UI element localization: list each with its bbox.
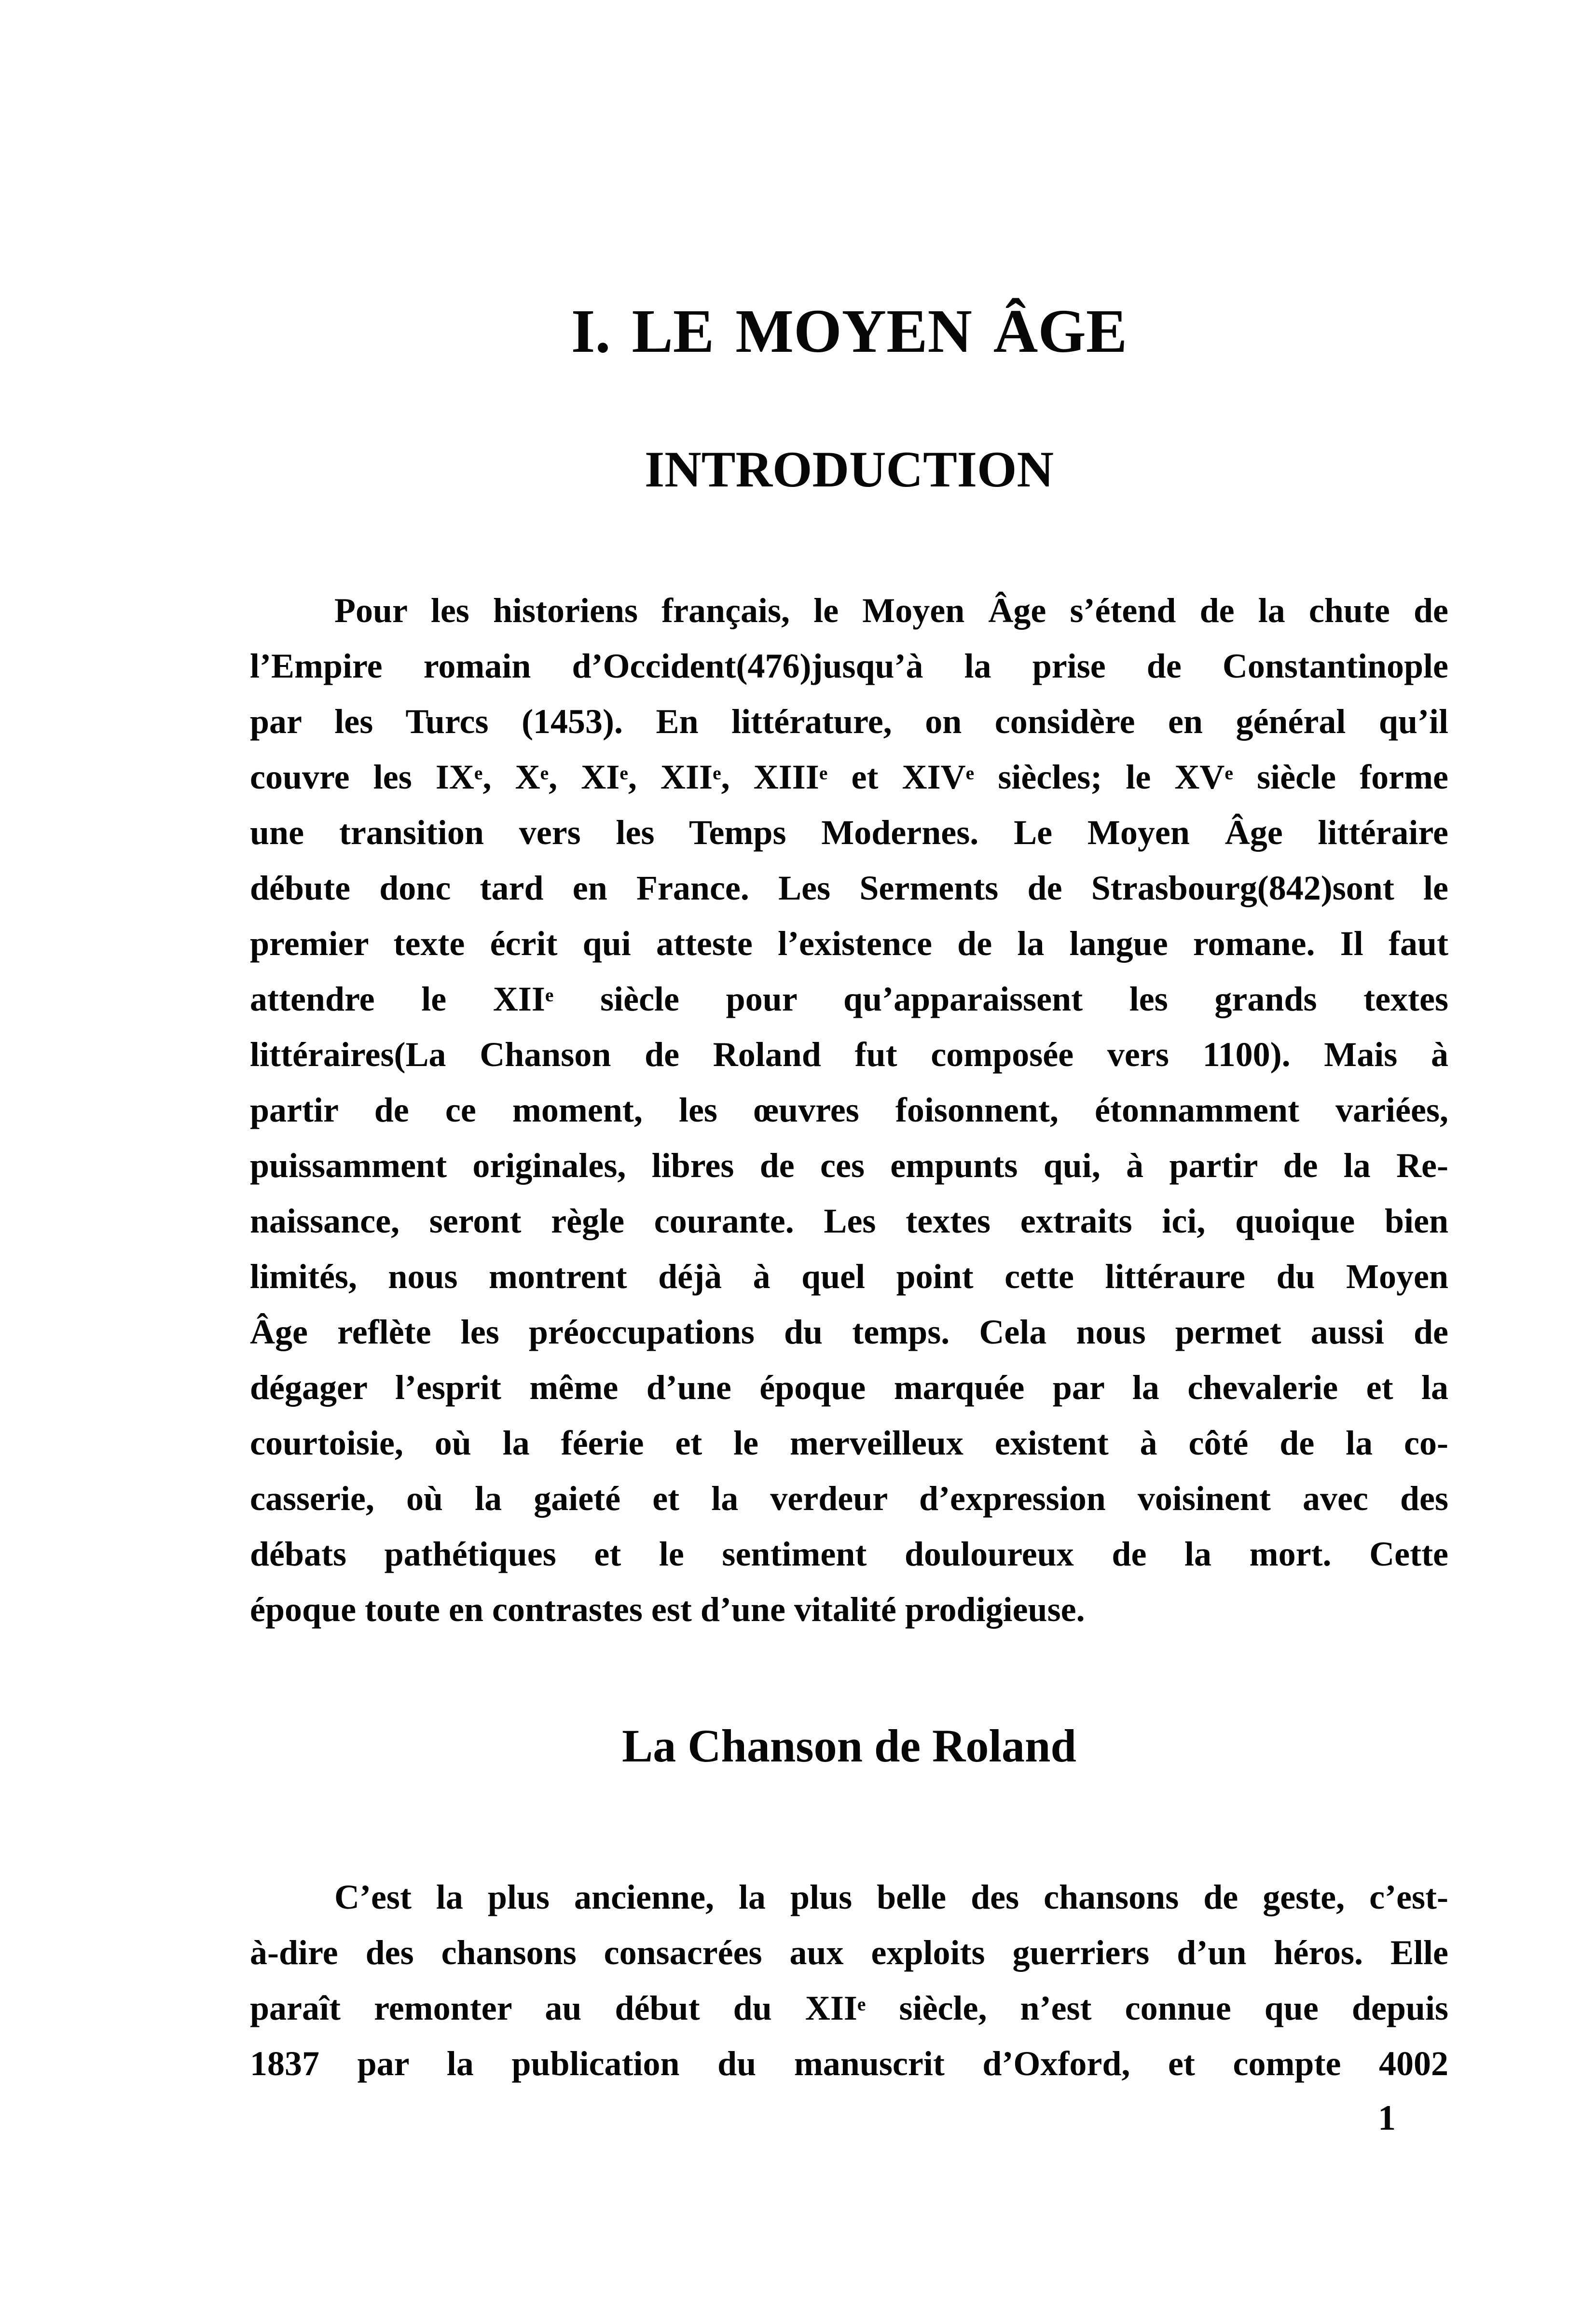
text-line: Âge reflète les préoccupations du temps. Cela nous permet aussi de (250, 1313, 1448, 1351)
section-heading: La Chanson de Roland (622, 1720, 1076, 1772)
text-line: 1837 par la publication du manuscrit d’Oxford, et compte 4002 (250, 2044, 1448, 2083)
section-subtitle: INTRODUCTION (644, 441, 1054, 498)
text-line: attendre le XIIe siècle pour qu’apparaissent les grands textes (250, 980, 1448, 1018)
text-line: dégager l’esprit même d’une époque marquée par la chevalerie et la (250, 1368, 1448, 1407)
text-line: par les Turcs (1453). En littérature, on considère en général qu’il (250, 702, 1448, 741)
text-line: Pour les historiens français, le Moyen Âge s’étend de la chute de (334, 591, 1448, 630)
page-number: 1 (1378, 2098, 1396, 2138)
text-line: paraît remonter au début du XIIe siècle, n’est connue que depuis (250, 1989, 1448, 2027)
chapter-title: I. LE MOYEN ÂGE (571, 297, 1128, 365)
text-line: débats pathétiques et le sentiment douloureux de la mort. Cette (250, 1535, 1448, 1573)
text-line: débute donc tard en France. Les Serments de Strasbourg(842)sont le (250, 869, 1448, 907)
text-line: premier texte écrit qui atteste l’existence de la langue romane. Il faut (250, 924, 1448, 963)
text-line: courtoisie, où la féerie et le merveilleux existent à côté de la co- (250, 1424, 1448, 1462)
text-line: époque toute en contrastes est d’une vitalité prodigieuse. (250, 1590, 1085, 1629)
text-line: littéraires(La Chanson de Roland fut composée vers 1100). Mais à (250, 1035, 1448, 1074)
text-line: casserie, où la gaieté et la verdeur d’expression voisinent avec des (250, 1479, 1448, 1518)
text-line: l’Empire romain d’Occident(476)jusqu’à la prise de Constantinople (250, 647, 1448, 685)
text-line: naissance, seront règle courante. Les textes extraits ici, quoique bien (250, 1202, 1448, 1240)
text-line: limités, nous montrent déjà à quel point cette littéraure du Moyen (250, 1257, 1448, 1296)
text-line: puissamment originales, libres de ces empunts qui, à partir de la Re- (250, 1146, 1448, 1185)
text-line: C’est la plus ancienne, la plus belle des chansons de geste, c’est- (334, 1878, 1448, 1916)
roland-paragraph (250, 1870, 1448, 2092)
text-line: partir de ce moment, les œuvres foisonnent, étonnamment variées, (250, 1091, 1448, 1129)
text-line: une transition vers les Temps Modernes. Le Moyen Âge littéraire (250, 813, 1448, 852)
text-line: couvre les IXe, Xe, XIe, XIIe, XIIIe et XIVe siècles; le XVe siècle forme (250, 758, 1449, 796)
intro-paragraph (250, 583, 1448, 1637)
text-line: à-dire des chansons consacrées aux exploits guerriers d’un héros. Elle (250, 1933, 1448, 1972)
